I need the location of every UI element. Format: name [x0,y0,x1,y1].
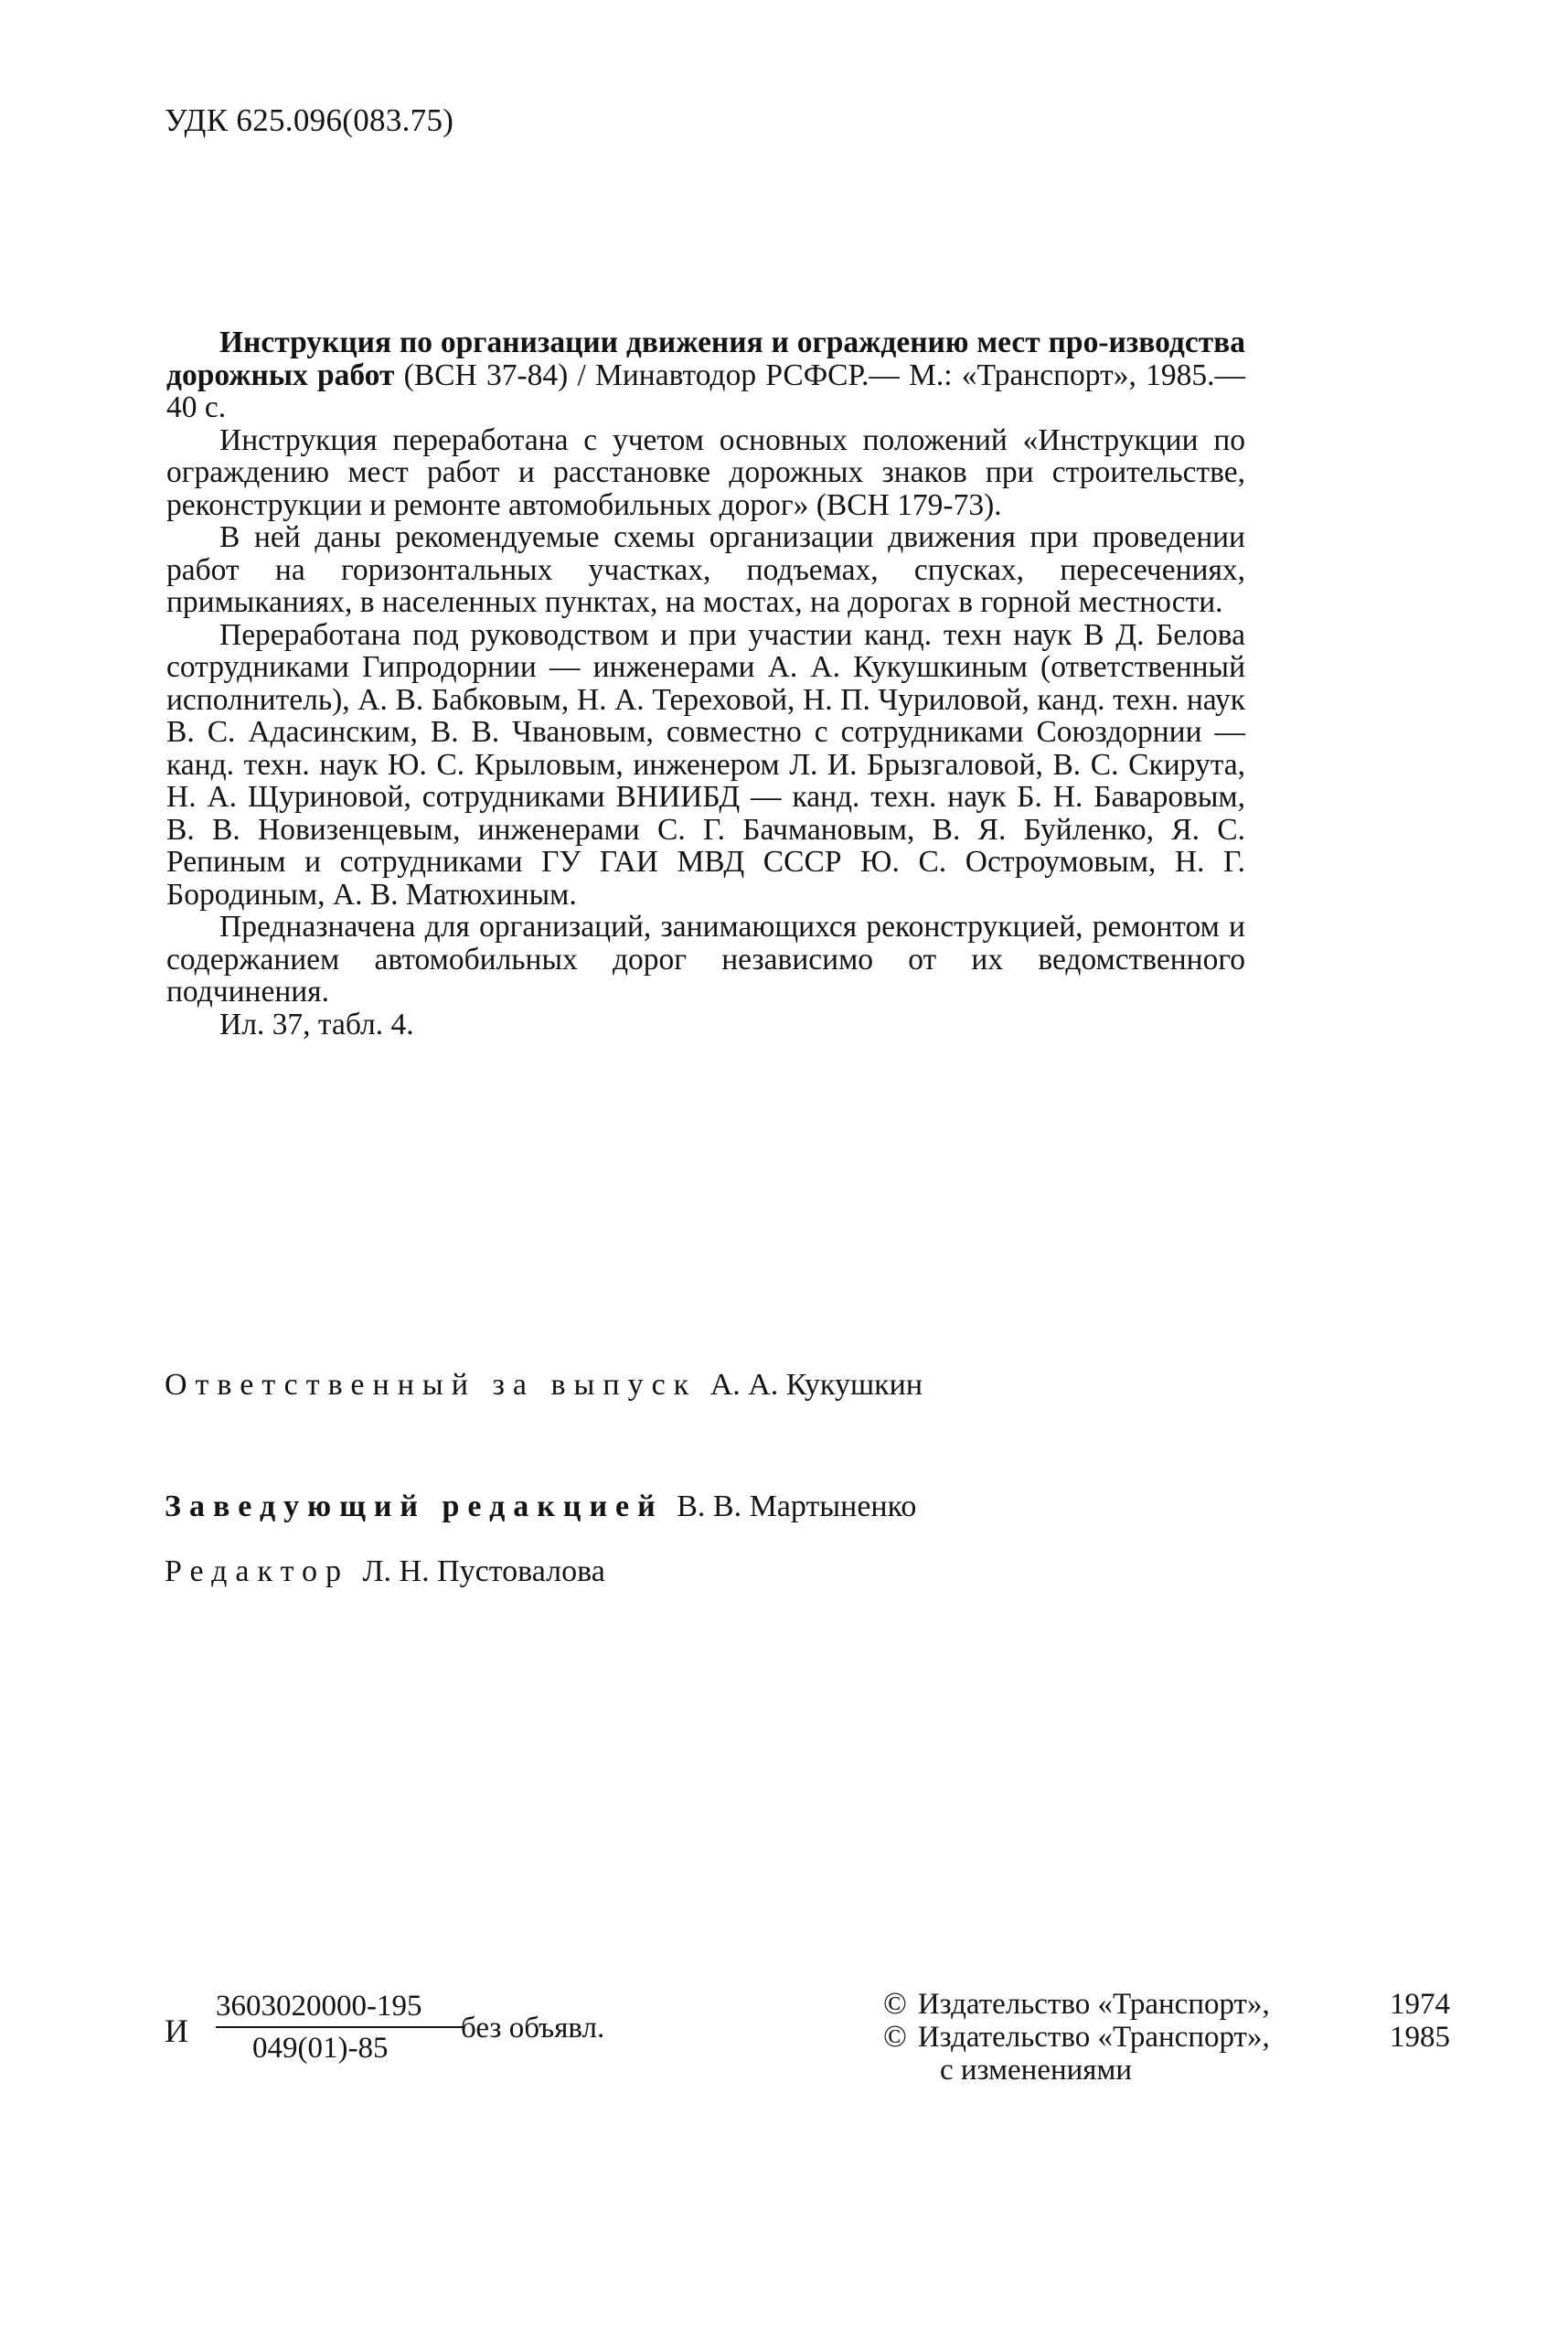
copyright-year: 1985 [1390,2021,1450,2054]
credit-role: Ответственный за выпуск [165,1368,698,1402]
editor [165,1554,605,1589]
annotation-paragraph: В ней даны рекомендуемые схемы организации движения при проведении работ на горизонтальных участках, подъемах, спусках, пересечениях, примыканиях, в населенных пунктах, на мостах, на дорогах в горной местности. [166,520,1245,619]
credit-role: Заведующий редакцией [165,1489,664,1523]
copyright-icon: © [883,2020,907,2054]
bibliographic-details: (ВСН 37-84) / Минавтодор РСФСР.— М.: «Транспорт», 1985.— 40 с. [166,358,1245,424]
copyright-icon: © [883,1987,907,2021]
copyright-line [883,2021,1450,2054]
credit-name: А. А. Кукушкин [709,1368,923,1402]
authors-paragraph: Переработана под руководством и при участии канд. техн наук В Д. Белова сотрудниками Гипродорнии — инженерами А. А. Кукушкиным (ответственный исполнитель), А. В. Бабковым, Н. А. Тереховой, Н. П. Чуриловой, канд. техн. наук В. С. Адасинским, В. В. Чвановым, совместно с сотрудниками Союздорнии — канд. техн. наук Ю. С. Крыловым, инженером Л. И. Брызгаловой, В. С. Скирута, Н. А. Щуриновой, сотрудниками ВНИИБД — канд. техн. наук Б. Н. Баваровым, В. В. Новизенцевым, инженерами С. Г. Бачмановым, В. Я. Буйленко, Я. С. Репиным и сотрудниками ГУ ГАИ МВД СССР Ю. С. Остроумовым, Н. Г. Бородиным, А. В. Матюхиным. [166,617,1245,912]
annotation-paragraph: Инструкция переработана с учетом основных положений «Инструкции по ограждению мест работ и расстановке дорожных знаков при строительстве, реконструкции и ремонте автомобильных дорог» (ВСН 179-73). [166,422,1245,522]
copyright-note: с изменениями [940,2054,1133,2087]
fraction-line [216,2026,463,2028]
index-numerator: 3603020000-195 [216,1990,422,2023]
credit-name: В. В. Мартыненко [677,1489,917,1523]
copyright-block [883,1988,1450,2087]
credit-name: Л. Н. Пустовалова [362,1554,605,1588]
index-letter: И [165,2013,188,2049]
head-of-editorial [165,1489,916,1524]
index-note: без объявл. [461,2012,605,2045]
copyright-holder: Издательство «Транспорт», [917,1988,1270,2021]
copyright-line [883,1988,1450,2021]
publication-index [165,1990,713,2109]
annotation-block [166,326,1245,1041]
copyright-year: 1974 [1390,1988,1450,2021]
credit-role: Редактор [165,1554,349,1588]
book-title: Инструкция по организации движения и ограждению мест про-изводства дорожных работ [166,326,1245,392]
index-denominator: 049(01)-85 [252,2032,389,2065]
purpose-paragraph: Предназначена для организаций, занимающихся реконструкцией, ремонтом и содержанием автомобильных дорог независимо от их ведомственного подчинения. [166,910,1245,1009]
illustrations-count: Ил. 37, табл. 4. [219,1007,414,1041]
udc-code: УДК 625.096(083.75) [165,102,454,138]
copyright-holder: Издательство «Транспорт», [917,2021,1270,2054]
bibliographic-record [166,326,1245,424]
responsible-for-release [165,1368,923,1403]
